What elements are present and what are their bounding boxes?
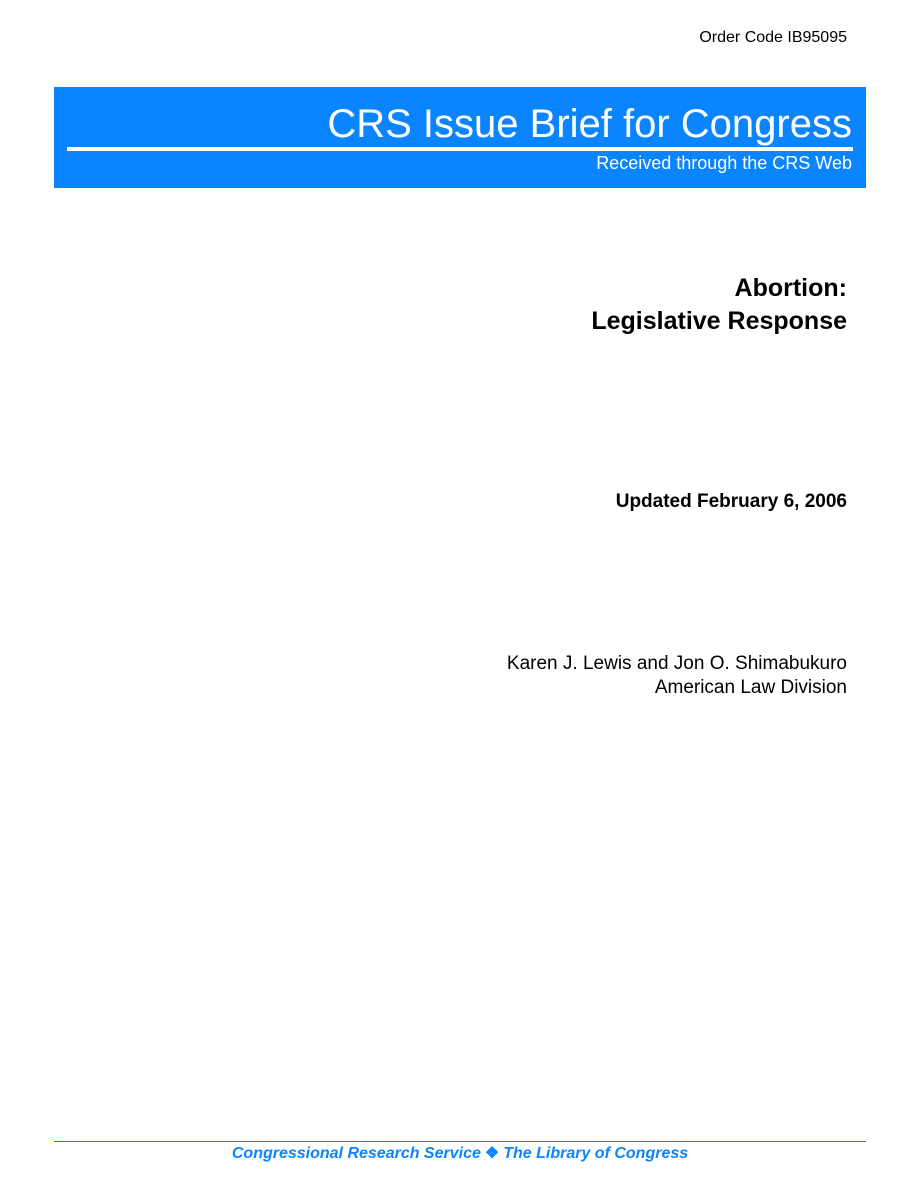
banner-title: CRS Issue Brief for Congress: [327, 102, 852, 146]
document-title-line-2: Legislative Response: [591, 307, 847, 335]
division: American Law Division: [654, 677, 847, 698]
footer-divider: [54, 1141, 866, 1142]
updated-date: Updated February 6, 2006: [615, 491, 847, 512]
footer-crs: Congressional Research Service: [231, 1145, 481, 1162]
diamond-separator-icon: ❖: [484, 1145, 500, 1162]
authors: Karen J. Lewis and Jon O. Shimabukuro: [506, 653, 847, 674]
crs-banner: [54, 87, 866, 188]
document-title: [591, 272, 847, 338]
footer: [54, 1144, 866, 1164]
order-code: Order Code IB95095: [699, 29, 847, 46]
document-title-line-1: Abortion:: [734, 274, 847, 302]
author-block: [507, 652, 847, 700]
banner-divider: [67, 147, 853, 151]
footer-loc: The Library of Congress: [503, 1145, 689, 1162]
banner-subtitle: Received through the CRS Web: [596, 153, 852, 173]
